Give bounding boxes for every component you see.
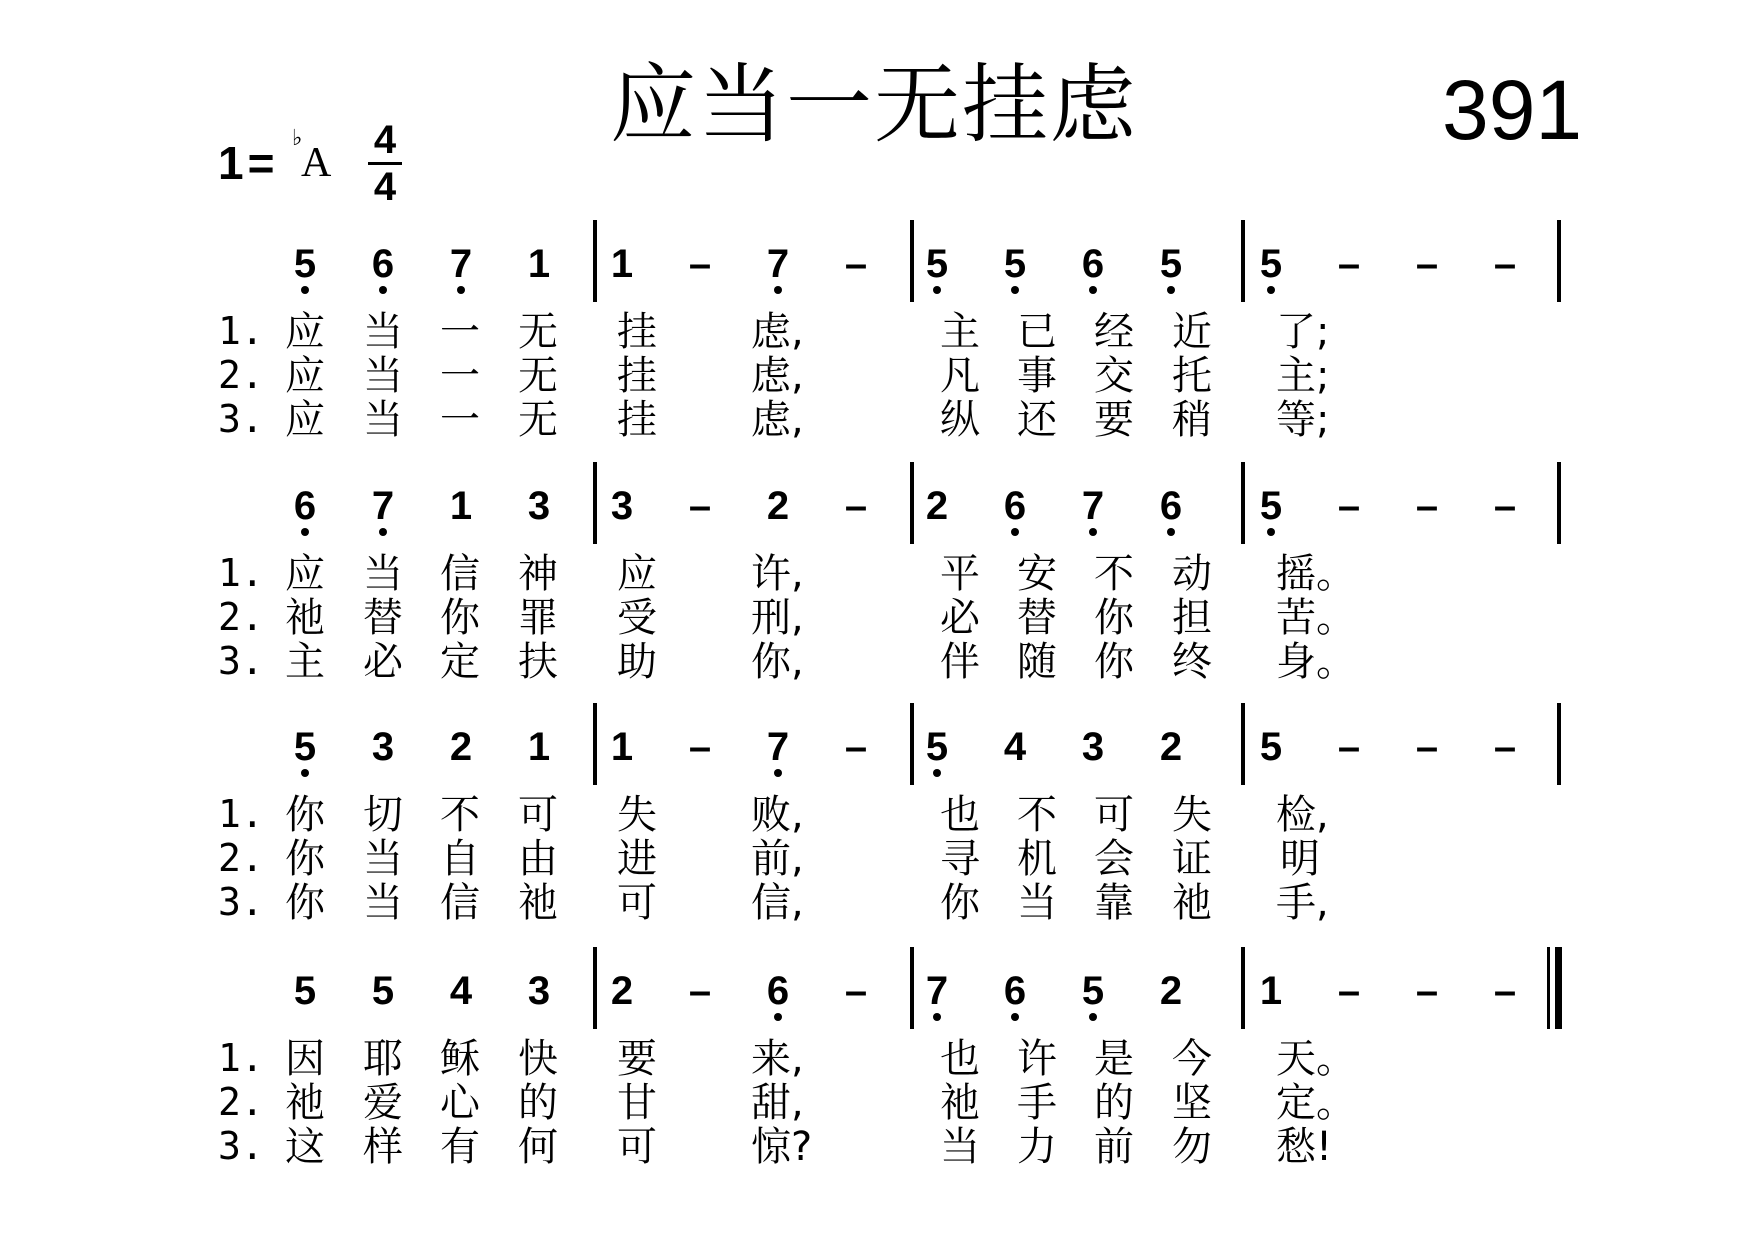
lyric-char: 当 — [363, 309, 403, 355]
lyric-char: 信 — [440, 551, 480, 597]
lyric-char: 定。 — [1276, 1080, 1356, 1126]
lyric-char: 托 — [1172, 353, 1212, 399]
lyric-char: 挂 — [617, 397, 657, 443]
lyric-char: 这 — [285, 1124, 325, 1170]
lyric-char: 必 — [940, 595, 980, 641]
lyric-char: 事 — [1017, 353, 1057, 399]
bar-line — [593, 220, 597, 302]
note-digit: 6 — [363, 244, 403, 284]
lyric-char: 机 — [1017, 836, 1057, 882]
bar-line — [1547, 947, 1550, 1029]
lyric-char: 祂 — [285, 595, 325, 641]
lyric-char: 无 — [518, 309, 558, 355]
lyric-char: 愁! — [1276, 1124, 1333, 1170]
lyric-char: 自 — [440, 836, 480, 882]
lyric-char: 不 — [1094, 551, 1134, 597]
lyric-char: 主 — [285, 639, 325, 685]
low-octave-dot — [933, 1013, 941, 1021]
note-digit: 7 — [363, 486, 403, 526]
key-one: 1 — [218, 137, 244, 189]
lyric-char: 挂 — [617, 309, 657, 355]
low-octave-dot — [457, 286, 465, 294]
lyric-char: 不 — [1017, 792, 1057, 838]
note-digit: 1 — [527, 242, 551, 286]
lyric-char: 手, — [1276, 880, 1329, 926]
lyric-char: 也 — [940, 1036, 980, 1082]
lyric-char: 许 — [1017, 1036, 1057, 1082]
low-octave-dot — [774, 1013, 782, 1021]
dash-extension: – — [1493, 969, 1517, 1013]
lyric-char: 祂 — [518, 880, 558, 926]
lyric-char: 稍 — [1172, 397, 1212, 443]
note-digit: 6 — [1151, 486, 1191, 526]
lyric-char: 力 — [1017, 1124, 1057, 1170]
lyric-char: 你 — [285, 792, 325, 838]
lyric-char: 应 — [285, 551, 325, 597]
lyric-char: 应 — [285, 397, 325, 443]
bar-line — [593, 703, 597, 785]
verse-number: 1. — [218, 551, 264, 595]
lyric-char: 你 — [285, 880, 325, 926]
note-digit: 3 — [527, 969, 551, 1013]
verse-number: 3. — [218, 639, 264, 683]
lyric-char: 近 — [1172, 309, 1212, 355]
time-signature-bottom: 4 — [373, 165, 397, 209]
low-octave-dot — [379, 528, 387, 536]
music-system — [0, 220, 1754, 480]
bar-line — [910, 220, 914, 302]
lyric-char: 罪 — [518, 595, 558, 641]
lyric-char: 切 — [363, 792, 403, 838]
verse-number: 1. — [218, 1036, 264, 1080]
lyric-char: 经 — [1094, 309, 1134, 355]
low-octave-dot — [301, 286, 309, 294]
lyric-char: 一 — [440, 353, 480, 399]
lyric-char: 前 — [1094, 1124, 1134, 1170]
lyric-char: 的 — [518, 1080, 558, 1126]
song-title: 应当一无挂虑 — [610, 55, 1138, 155]
key-equals: = — [247, 137, 275, 189]
lyric-char: 失 — [1172, 792, 1212, 838]
low-octave-dot — [1011, 286, 1019, 294]
lyric-char: 信 — [440, 880, 480, 926]
verse-number: 2. — [218, 353, 264, 397]
low-octave-dot — [1089, 528, 1097, 536]
lyric-char: 稣 — [440, 1036, 480, 1082]
note-digit: 5 — [1259, 725, 1283, 769]
note-digit: 5 — [285, 244, 325, 284]
dash-extension: – — [1415, 484, 1439, 528]
lyric-char: 来, — [751, 1036, 804, 1082]
lyric-char: 许, — [751, 551, 804, 597]
note-digit: 1 — [449, 484, 473, 528]
lyric-char: 还 — [1017, 397, 1057, 443]
time-signature — [368, 120, 402, 207]
dash-extension: – — [1493, 242, 1517, 286]
lyric-char: 你, — [751, 639, 804, 685]
lyric-char: 凡 — [940, 353, 980, 399]
lyric-char: 祂 — [285, 1080, 325, 1126]
bar-line — [910, 703, 914, 785]
lyric-char: 坚 — [1172, 1080, 1212, 1126]
note-digit: 7 — [1073, 486, 1113, 526]
lyric-char: 虑, — [751, 397, 804, 443]
lyric-char: 当 — [363, 551, 403, 597]
lyric-char: 终 — [1172, 639, 1212, 685]
lyric-char: 虑, — [751, 309, 804, 355]
dash-extension: – — [844, 969, 868, 1013]
lyric-char: 挂 — [617, 353, 657, 399]
note-digit: 5 — [1151, 244, 1191, 284]
note-digit: 3 — [527, 484, 551, 528]
lyric-char: 检, — [1276, 792, 1329, 838]
note-digit: 4 — [1003, 725, 1027, 769]
lyric-char: 今 — [1172, 1036, 1212, 1082]
lyric-char: 定 — [440, 639, 480, 685]
dash-extension: – — [1337, 484, 1361, 528]
hymn-number: 391 — [1442, 63, 1583, 157]
lyric-char: 受 — [617, 595, 657, 641]
lyric-char: 前, — [751, 836, 804, 882]
lyric-char: 耶 — [363, 1036, 403, 1082]
music-system — [0, 703, 1754, 963]
lyric-char: 会 — [1094, 836, 1134, 882]
low-octave-dot — [933, 769, 941, 777]
lyric-char: 随 — [1017, 639, 1057, 685]
key-signature — [218, 137, 275, 189]
verse-number: 2. — [218, 595, 264, 639]
lyric-char: 已 — [1017, 309, 1057, 355]
bar-line — [1241, 703, 1245, 785]
lyric-char: 神 — [518, 551, 558, 597]
bar-line — [1241, 462, 1245, 544]
lyric-char: 当 — [363, 353, 403, 399]
lyric-char: 爱 — [363, 1080, 403, 1126]
lyric-char: 你 — [1094, 595, 1134, 641]
bar-line — [1557, 462, 1561, 544]
note-digit: 5 — [917, 244, 957, 284]
low-octave-dot — [1167, 528, 1175, 536]
music-system — [0, 462, 1754, 722]
dash-extension: – — [1493, 484, 1517, 528]
note-digit: 6 — [758, 971, 798, 1011]
lyric-char: 一 — [440, 397, 480, 443]
low-octave-dot — [774, 286, 782, 294]
dash-extension: – — [1415, 725, 1439, 769]
lyric-char: 动 — [1172, 551, 1212, 597]
note-digit: 5 — [1251, 486, 1291, 526]
lyric-char: 交 — [1094, 353, 1134, 399]
bar-line — [1241, 220, 1245, 302]
note-digit: 2 — [610, 969, 634, 1013]
note-digit: 7 — [917, 971, 957, 1011]
lyric-char: 心 — [440, 1080, 480, 1126]
lyric-char: 快 — [518, 1036, 558, 1082]
lyric-char: 败, — [751, 792, 804, 838]
note-digit: 2 — [1159, 969, 1183, 1013]
note-digit: 5 — [1073, 971, 1113, 1011]
time-signature-top: 4 — [373, 118, 397, 162]
lyric-char: 你 — [1094, 639, 1134, 685]
lyric-char: 明 — [1280, 836, 1320, 882]
music-system — [0, 947, 1754, 1207]
verse-number: 3. — [218, 1124, 264, 1168]
lyric-char: 寻 — [940, 836, 980, 882]
lyric-char: 进 — [617, 836, 657, 882]
bar-line — [1557, 220, 1561, 302]
note-digit: 2 — [925, 484, 949, 528]
verse-number: 2. — [218, 836, 264, 880]
dash-extension: – — [688, 725, 712, 769]
low-octave-dot — [1011, 1013, 1019, 1021]
bar-line — [593, 947, 597, 1029]
lyric-char: 惊? — [751, 1124, 813, 1170]
lyric-char: 纵 — [940, 397, 980, 443]
lyric-char: 是 — [1094, 1036, 1134, 1082]
lyric-char: 主; — [1276, 353, 1330, 399]
note-digit: 7 — [441, 244, 481, 284]
note-digit: 5 — [371, 969, 395, 1013]
low-octave-dot — [933, 286, 941, 294]
lyric-char: 平 — [940, 551, 980, 597]
lyric-char: 不 — [440, 792, 480, 838]
lyric-char: 你 — [440, 595, 480, 641]
dash-extension: – — [688, 484, 712, 528]
lyric-char: 可 — [1094, 792, 1134, 838]
dash-extension: – — [1415, 242, 1439, 286]
bar-line — [1557, 703, 1561, 785]
lyric-char: 的 — [1094, 1080, 1134, 1126]
lyric-char: 你 — [940, 880, 980, 926]
dash-extension: – — [844, 725, 868, 769]
lyric-char: 可 — [617, 1124, 657, 1170]
note-digit: 1 — [610, 242, 634, 286]
note-digit: 7 — [758, 244, 798, 284]
verse-number: 2. — [218, 1080, 264, 1124]
note-digit: 5 — [995, 244, 1035, 284]
lyric-char: 安 — [1017, 551, 1057, 597]
lyric-char: 苦。 — [1276, 595, 1356, 641]
dash-extension: – — [688, 242, 712, 286]
lyric-char: 助 — [617, 639, 657, 685]
note-digit: 3 — [610, 484, 634, 528]
low-octave-dot — [1011, 528, 1019, 536]
dash-extension: – — [844, 242, 868, 286]
lyric-char: 无 — [518, 397, 558, 443]
lyric-char: 当 — [1017, 880, 1057, 926]
lyric-char: 应 — [285, 353, 325, 399]
lyric-char: 也 — [940, 792, 980, 838]
lyric-char: 应 — [617, 551, 657, 597]
note-digit: 1 — [610, 725, 634, 769]
dash-extension: – — [1337, 969, 1361, 1013]
note-digit: 3 — [371, 725, 395, 769]
lyric-char: 了; — [1276, 309, 1330, 355]
lyric-char: 失 — [617, 792, 657, 838]
lyric-char: 必 — [363, 639, 403, 685]
lyric-char: 因 — [285, 1036, 325, 1082]
lyric-char: 刑, — [751, 595, 804, 641]
lyric-char: 替 — [1017, 595, 1057, 641]
lyric-char: 何 — [518, 1124, 558, 1170]
lyric-char: 勿 — [1172, 1124, 1212, 1170]
lyric-char: 一 — [440, 309, 480, 355]
lyric-char: 伴 — [940, 639, 980, 685]
dash-extension: – — [1337, 725, 1361, 769]
verse-number: 1. — [218, 792, 264, 836]
lyric-char: 你 — [285, 836, 325, 882]
note-digit: 1 — [527, 725, 551, 769]
lyric-char: 替 — [363, 595, 403, 641]
note-digit: 7 — [758, 727, 798, 767]
low-octave-dot — [1267, 286, 1275, 294]
lyric-char: 应 — [285, 309, 325, 355]
lyric-char: 可 — [617, 880, 657, 926]
lyric-char: 由 — [518, 836, 558, 882]
dash-extension: – — [1415, 969, 1439, 1013]
lyric-char: 信, — [751, 880, 804, 926]
note-digit: 5 — [293, 969, 317, 1013]
low-octave-dot — [1167, 286, 1175, 294]
low-octave-dot — [301, 769, 309, 777]
verse-number: 3. — [218, 880, 264, 924]
lyric-char: 甜, — [751, 1080, 804, 1126]
flat-sign: ♭ — [292, 126, 303, 151]
bar-line — [593, 462, 597, 544]
verse-number: 1. — [218, 309, 264, 353]
lyric-char: 无 — [518, 353, 558, 399]
note-digit: 6 — [1073, 244, 1113, 284]
dash-extension: – — [1337, 242, 1361, 286]
dash-extension: – — [688, 969, 712, 1013]
lyric-char: 要 — [1094, 397, 1134, 443]
lyric-char: 主 — [940, 309, 980, 355]
lyric-char: 要 — [617, 1036, 657, 1082]
lyric-char: 可 — [518, 792, 558, 838]
lyric-char: 当 — [940, 1124, 980, 1170]
low-octave-dot — [1267, 528, 1275, 536]
note-digit: 5 — [285, 727, 325, 767]
note-digit: 6 — [995, 971, 1035, 1011]
bar-line — [1241, 947, 1245, 1029]
lyric-char: 证 — [1172, 836, 1212, 882]
lyric-char: 当 — [363, 397, 403, 443]
lyric-char: 甘 — [617, 1080, 657, 1126]
lyric-char: 等; — [1276, 397, 1330, 443]
note-digit: 2 — [766, 484, 790, 528]
note-digit: 6 — [285, 486, 325, 526]
note-digit: 1 — [1259, 969, 1283, 1013]
lyric-char: 手 — [1017, 1080, 1057, 1126]
lyric-char: 身。 — [1276, 639, 1356, 685]
verse-number: 3. — [218, 397, 264, 441]
note-digit: 6 — [995, 486, 1035, 526]
low-octave-dot — [1089, 286, 1097, 294]
lyric-char: 扶 — [518, 639, 558, 685]
note-digit: 3 — [1081, 725, 1105, 769]
note-digit: 4 — [449, 969, 473, 1013]
lyric-char: 当 — [363, 880, 403, 926]
lyric-char: 有 — [440, 1124, 480, 1170]
key-letter: A — [301, 140, 332, 186]
bar-line — [910, 462, 914, 544]
lyric-char: 靠 — [1094, 880, 1134, 926]
note-digit: 2 — [1159, 725, 1183, 769]
low-octave-dot — [379, 286, 387, 294]
note-digit: 2 — [449, 725, 473, 769]
note-digit: 5 — [917, 727, 957, 767]
lyric-char: 担 — [1172, 595, 1212, 641]
low-octave-dot — [301, 528, 309, 536]
lyric-char: 天。 — [1276, 1036, 1356, 1082]
lyric-char: 虑, — [751, 353, 804, 399]
dash-extension: – — [844, 484, 868, 528]
lyric-char: 摇。 — [1276, 551, 1356, 597]
dash-extension: – — [1493, 725, 1517, 769]
lyric-char: 样 — [363, 1124, 403, 1170]
lyric-char: 当 — [363, 836, 403, 882]
low-octave-dot — [1089, 1013, 1097, 1021]
bar-line — [910, 947, 914, 1029]
lyric-char: 祂 — [940, 1080, 980, 1126]
low-octave-dot — [774, 769, 782, 777]
final-bar-line — [1555, 947, 1562, 1029]
note-digit: 5 — [1251, 244, 1291, 284]
lyric-char: 祂 — [1172, 880, 1212, 926]
